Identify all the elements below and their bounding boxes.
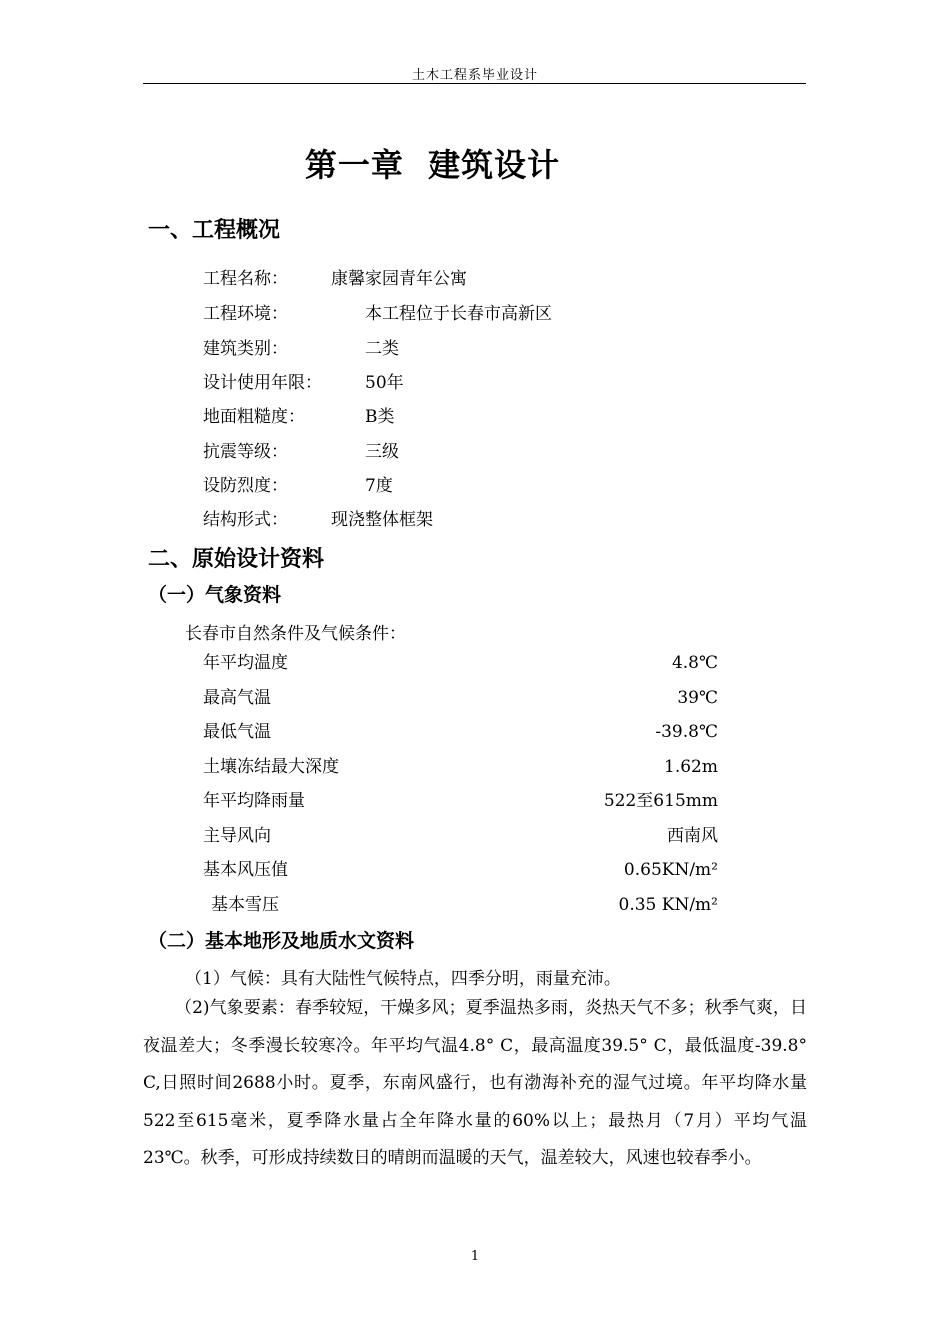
climate-elements-paragraph: （2)气象要素：春季较短，干燥多风；夏季温热多雨，炎热天气不多；秋季气爽，日夜温差大；冬季漫长较寒冷。年平均气温4.8° C，最高温度39.5° C，最低温度-39.8° C,日照时间2688小时。夏季，东南风盛行，也有渤海补充的湿气过境。年平均降水量522至615毫米，夏季降水量占全年降水量的60%以上；最热月（7月）平均气温23℃。秋季，可形成持续数日的晴朗而温暖的天气，温差较大，风速也较春季小。 [143, 998, 807, 1168]
info-value: 现浇整体框架 [331, 510, 433, 530]
info-row-seismic-grade [0, 439, 950, 465]
climate-label: 最低气温 [203, 722, 271, 742]
climate-value: 522至615mm [603, 791, 718, 811]
climate-intro: 长春市自然条件及气候条件： [185, 624, 406, 644]
subsection-heading-climate: （一）气象资料 [148, 584, 282, 606]
climate-row [0, 823, 950, 849]
climate-label: 土壤冻结最大深度 [203, 757, 339, 777]
header-divider [143, 83, 806, 84]
climate-label: 主导风向 [203, 826, 271, 846]
climate-value: 0.65KN/m² [623, 860, 718, 880]
info-row-roughness [0, 404, 950, 430]
climate-label: 基本雪压 [211, 895, 279, 915]
section-heading-overview: 一、工程概况 [148, 218, 281, 243]
page-number: 1 [470, 1249, 480, 1264]
climate-row [0, 892, 950, 918]
subsection-heading-terrain: （二）基本地形及地质水文资料 [148, 930, 415, 952]
chapter-title: 第一章 建筑设计 [304, 146, 561, 184]
info-label: 建筑类别： [203, 339, 288, 359]
climate-row [0, 719, 950, 745]
info-label: 工程环境： [203, 304, 288, 324]
climate-value: 1.62m [664, 757, 718, 777]
info-value: 康馨家园青年公寓 [331, 269, 467, 289]
info-value: 50年 [365, 373, 404, 393]
info-row-category [0, 336, 950, 362]
section-heading-design-data: 二、原始设计资料 [148, 547, 325, 572]
info-label: 工程名称： [203, 269, 288, 289]
info-label: 结构形式： [203, 510, 288, 530]
info-value: 二类 [365, 339, 399, 359]
climate-value: 西南风 [667, 826, 718, 846]
info-value: 三级 [365, 442, 399, 462]
info-value: 本工程位于长春市高新区 [365, 304, 552, 324]
climate-value: 0.35 KN/m² [618, 895, 718, 915]
info-label: 地面粗糙度： [203, 407, 305, 427]
climate-value: -39.8℃ [655, 722, 718, 742]
climate-value: 4.8℃ [671, 653, 718, 673]
climate-label: 基本风压值 [203, 860, 288, 880]
climate-row [0, 857, 950, 883]
info-row-service-life [0, 370, 950, 396]
info-row-structure [0, 507, 950, 533]
climate-label: 年平均降雨量 [203, 791, 305, 811]
info-row-intensity [0, 473, 950, 499]
info-row-environment [0, 301, 950, 327]
info-value: 7度 [365, 476, 393, 496]
info-value: B类 [365, 407, 395, 427]
climate-row [0, 650, 950, 676]
climate-row [0, 685, 950, 711]
info-label: 设防烈度： [203, 476, 288, 496]
climate-label: 最高气温 [203, 688, 271, 708]
info-row-name [0, 266, 950, 292]
info-label: 设计使用年限： [203, 373, 322, 393]
climate-label: 年平均温度 [203, 653, 288, 673]
climate-summary-paragraph: （1）气候：具有大陆性气候特点，四季分明，雨量充沛。 [185, 969, 621, 989]
header-title: 土木工程系毕业设计 [411, 68, 538, 83]
climate-row [0, 788, 950, 814]
info-label: 抗震等级： [203, 442, 288, 462]
climate-value: 39℃ [677, 688, 718, 708]
climate-row [0, 754, 950, 780]
